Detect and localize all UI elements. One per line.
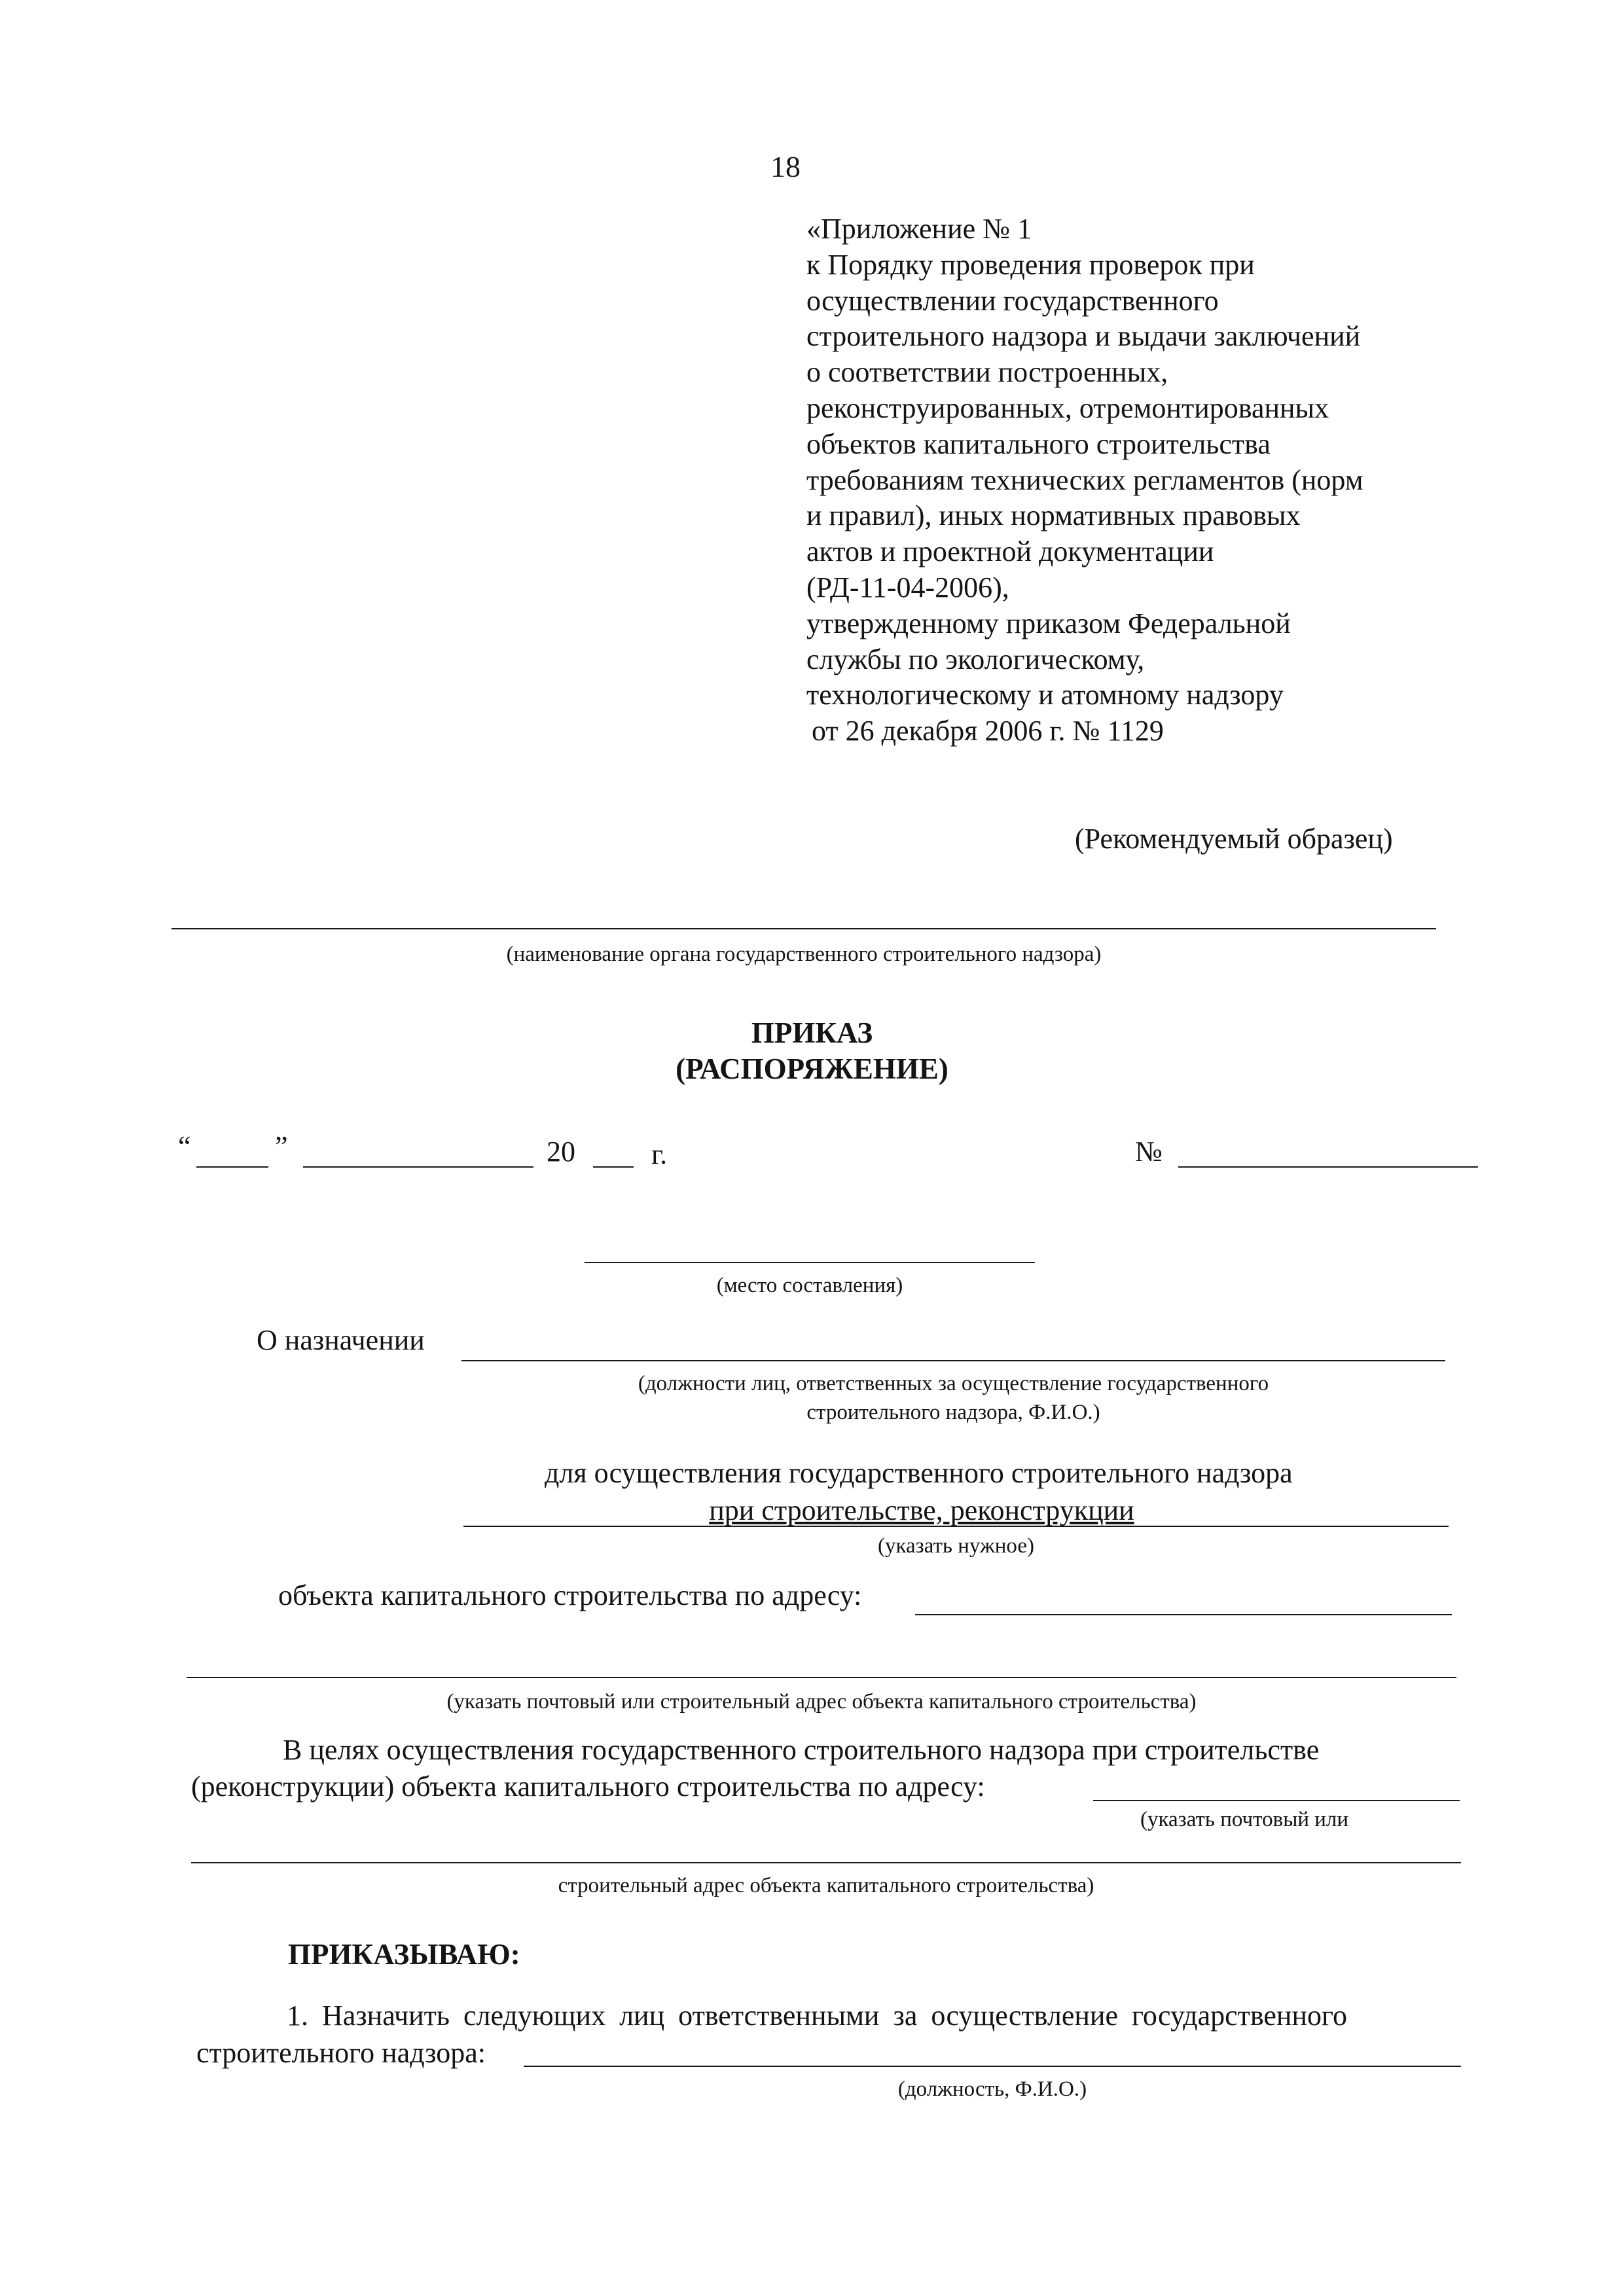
appendix-line: требованиям технических регламентов (норм bbox=[806, 463, 1363, 496]
appendix-line: утвержденному приказом Федеральной bbox=[806, 607, 1291, 639]
appendix-line: (РД-11-04-2006), bbox=[806, 571, 1009, 603]
persons-caption-line2: строительного надзора, Ф.И.О.) bbox=[806, 1401, 1100, 1424]
date-year-field[interactable] bbox=[593, 1166, 634, 1168]
date-open-quote: “ bbox=[178, 1130, 191, 1162]
appendix-line: строительного надзора и выдачи заключений bbox=[806, 320, 1361, 353]
page-number: 18 bbox=[770, 150, 801, 183]
purpose-line: для осуществления государственного строительного надзора bbox=[545, 1457, 1293, 1489]
responsible-person-field[interactable] bbox=[524, 2066, 1461, 2067]
appendix-line: службы по экологическому, bbox=[806, 643, 1145, 675]
place-field[interactable] bbox=[585, 1262, 1035, 1263]
specify-caption: (указать нужное) bbox=[878, 1534, 1034, 1558]
date-month-field[interactable] bbox=[303, 1166, 533, 1168]
address-caption: (указать почтовый или строительный адрес объекта капитального строительства) bbox=[446, 1690, 1197, 1713]
paragraph-line2: (реконструкции) объекта капитального строительства по адресу: bbox=[191, 1770, 985, 1803]
postal-caption-part1: (указать почтовый или bbox=[1140, 1808, 1349, 1831]
authority-name-caption: (наименование органа государственного строительного надзора) bbox=[506, 942, 1102, 966]
appendix-line: осуществлении государственного bbox=[806, 284, 1219, 317]
document-subtitle: (РАСПОРЯЖЕНИЕ) bbox=[676, 1052, 948, 1085]
appointment-label: О назначении bbox=[257, 1324, 425, 1356]
construction-address-field-continued[interactable] bbox=[191, 1862, 1461, 1863]
year-prefix: 20 bbox=[547, 1136, 575, 1168]
order-heading: ПРИКАЗЫВАЮ: bbox=[288, 1938, 520, 1971]
position-caption: (должность, Ф.И.О.) bbox=[897, 2077, 1087, 2101]
paragraph-line1: В целях осуществления государственного строительного надзора при строительстве bbox=[283, 1734, 1320, 1766]
purpose-value: при строительстве, реконструкции bbox=[709, 1494, 1134, 1526]
date-day-field[interactable] bbox=[196, 1166, 268, 1168]
authority-name-field[interactable] bbox=[171, 928, 1436, 929]
appendix-line: «Приложение № 1 bbox=[806, 213, 1032, 245]
appendix-line: объектов капитального строительства bbox=[806, 427, 1271, 460]
document-title: ПРИКАЗ bbox=[751, 1016, 873, 1049]
postal-caption-part2: строительный адрес объекта капитального строительства) bbox=[558, 1874, 1094, 1897]
appendix-line: о соответствии построенных, bbox=[806, 356, 1168, 389]
order-number-field[interactable] bbox=[1178, 1166, 1478, 1168]
address-label: объекта капитального строительства по адресу: bbox=[278, 1579, 862, 1611]
persons-caption-line1: (должности лиц, ответственных за осуществление государственного bbox=[638, 1372, 1269, 1395]
appendix-line: актов и проектной документации bbox=[806, 535, 1214, 568]
item1-line1: 1. Назначить следующих лиц ответственными за осуществление государственного bbox=[287, 2000, 1347, 2032]
appendix-line: к Порядку проведения проверок при bbox=[806, 248, 1255, 281]
appendix-line: технологическому и атомному надзору bbox=[806, 679, 1284, 711]
appointment-field[interactable] bbox=[461, 1360, 1445, 1361]
item1-line2: строительного надзора: bbox=[196, 2037, 486, 2069]
construction-address-field[interactable] bbox=[1093, 1800, 1460, 1801]
year-suffix: г. bbox=[651, 1138, 668, 1170]
address-field-continued[interactable] bbox=[187, 1677, 1456, 1678]
appendix-line: и правил), иных нормативных правовых bbox=[806, 499, 1301, 532]
address-field[interactable] bbox=[915, 1614, 1452, 1615]
appendix-line: от 26 декабря 2006 г. № 1129 bbox=[812, 715, 1164, 747]
place-caption: (место составления) bbox=[716, 1274, 903, 1297]
date-close-quote: ” bbox=[275, 1130, 288, 1162]
appendix-reference bbox=[806, 211, 1363, 749]
appendix-line: реконструированных, отремонтированных bbox=[806, 391, 1329, 424]
recommended-sample-label: (Рекомендуемый образец) bbox=[1075, 823, 1393, 855]
number-sign: № bbox=[1135, 1136, 1163, 1168]
